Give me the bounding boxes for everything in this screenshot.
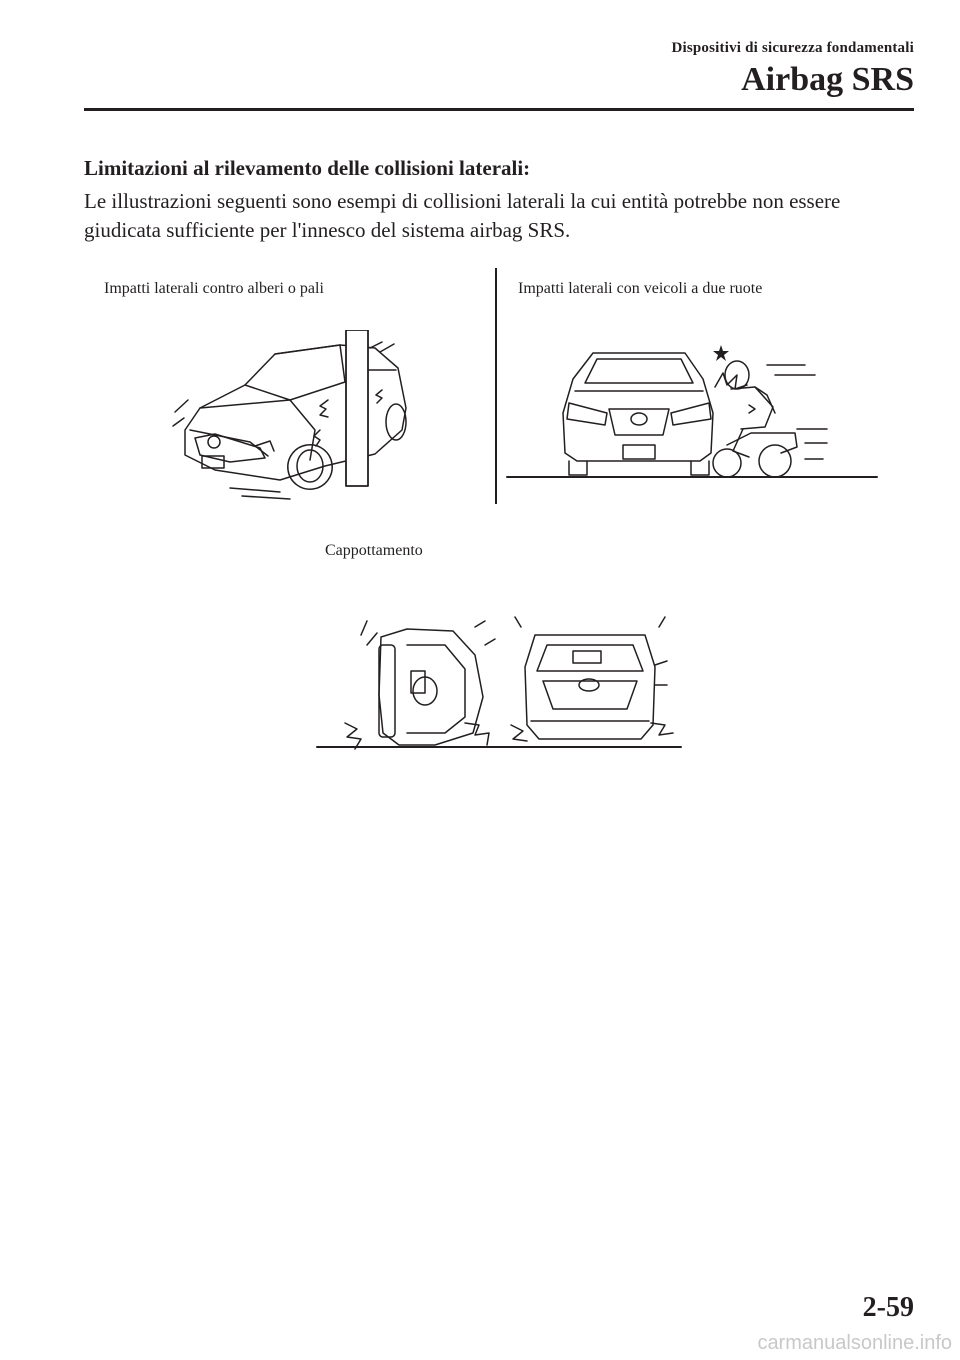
pole-impact-caption: Impatti laterali contro alberi o pali [104,280,324,297]
motorcycle-impact-caption: Impatti laterali con veicoli a due ruote [518,280,763,297]
pole-impact-illustration [170,330,430,510]
watermark-text: carmanualsonline.info [757,1332,952,1354]
section-heading: Limitazioni al rilevamento delle collisioni laterali: [84,156,531,180]
rollover-caption: Cappottamento [325,542,423,559]
header-rule [84,108,914,111]
figure-divider [495,268,497,504]
header-section-label: Dispositivi di sicurezza fondamentali [671,40,914,56]
intro-paragraph: Le illustrazioni seguenti sono esempi di collisioni laterali la cui entità potrebbe non essere giudicata sufficiente per l'innesco del sistema airbag SRS. [84,189,841,242]
page-number: 2-59 [862,1292,914,1323]
page-title: Airbag SRS [741,61,914,98]
motorcycle-impact-illustration [505,335,880,485]
rollover-illustration [315,605,685,755]
